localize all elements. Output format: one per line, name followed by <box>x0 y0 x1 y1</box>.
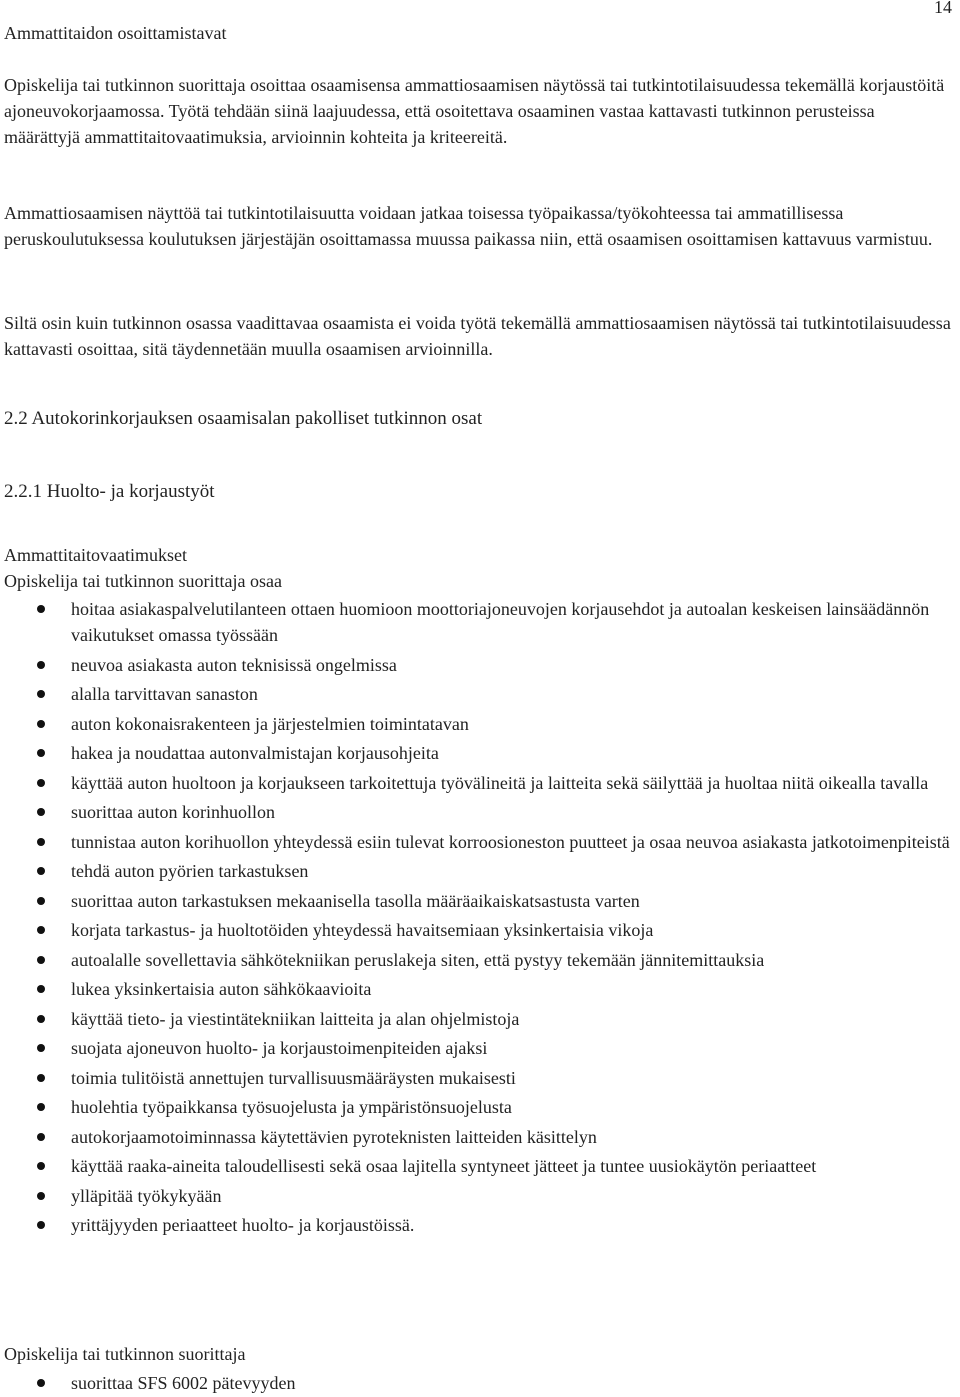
bullet-icon <box>37 690 45 698</box>
list-item <box>4 976 956 1002</box>
list-item <box>4 1370 956 1396</box>
bullet-icon <box>37 661 45 669</box>
list-item-text: auton kokonaisrakenteen ja järjestelmien toimintatavan <box>71 713 469 734</box>
list-item-text: neuvoa asiakasta auton teknisissä ongelmissa <box>71 654 397 675</box>
list-item <box>4 711 956 737</box>
bullet-icon <box>37 1074 45 1082</box>
list-item-text: toimia tulitöistä annettujen turvallisuusmääräysten mukaisesti <box>71 1067 516 1088</box>
list-item <box>4 596 956 648</box>
bullet-icon <box>37 926 45 934</box>
bullet-icon <box>37 1015 45 1023</box>
final-intro: Opiskelija tai tutkinnon suorittaja <box>4 1344 246 1364</box>
bullet-icon <box>37 1162 45 1170</box>
list-item <box>4 917 956 943</box>
list-item <box>4 799 956 825</box>
bullet-icon <box>37 1103 45 1111</box>
list-item-text: hakea ja noudattaa autonvalmistajan korjausohjeita <box>71 743 439 763</box>
list-item <box>4 829 956 855</box>
list-item <box>4 740 956 766</box>
bullet-icon <box>37 1379 45 1387</box>
list-item-text: käyttää raaka-aineita taloudellisesti sekä osaa lajitella syntyneet jätteet ja tuntee uusiokäytön periaatteet <box>71 1156 817 1176</box>
list-item-text: suojata ajoneuvon huolto- ja korjaustoimenpiteiden ajaksi <box>71 1038 488 1058</box>
list-item <box>4 770 956 796</box>
bullet-icon <box>37 985 45 993</box>
list-item-text: tunnistaa auton korihuollon yhteydessä esiin tulevat korroosioneston puutteet ja osaa neuvoa asiakasta jatkotoimenpiteistä <box>71 831 950 852</box>
bullet-icon <box>37 1133 45 1141</box>
list-item <box>4 1212 956 1238</box>
list-item-text: käyttää auton huoltoon ja korjaukseen tarkoitettuja työvälineitä ja laitteita sekä säilyttää ja huoltaa niitä oikealla tavalla <box>71 772 929 793</box>
paragraph-1: Opiskelija tai tutkinnon suorittaja osoittaa osaamisensa ammattiosaamisen näytössä tai tutkintotilaisuudessa tekemällä korjaustöitä ajoneuvokorjaamossa. Työtä tehdään siinä laajuudessa, että osoitettava osaaminen vastaa kattavasti tutkinnon perusteissa määrättyjä ammattitaitovaatimuksia, arvioinnin kohteita ja kriteereitä. <box>4 75 945 147</box>
list-item <box>4 1035 956 1061</box>
list-item-text: lukea yksinkertaisia auton sähkökaavioita <box>71 979 372 999</box>
list-item-text: tehdä auton pyörien tarkastuksen <box>71 861 309 881</box>
bullet-icon <box>37 808 45 816</box>
bullet-icon <box>37 605 45 613</box>
heading-2-2-1: 2.2.1 Huolto- ja korjaustyöt <box>4 481 215 502</box>
list-item-text: autoalalle sovellettavia sähkötekniikan peruslakeja siten, että pystyy tekemään jännitemittauksia <box>71 949 765 970</box>
list-item-text: ylläpitää työkykyään <box>71 1185 222 1206</box>
list-item-text: suorittaa SFS 6002 pätevyyden <box>71 1373 296 1393</box>
list-item-text: alalla tarvittavan sanaston <box>71 684 258 704</box>
requirements-list <box>4 596 956 1242</box>
list-item <box>4 1065 956 1091</box>
list-item <box>4 1094 956 1120</box>
final-list <box>4 1370 956 1396</box>
section-title: Ammattitaidon osoittamistavat <box>4 23 227 43</box>
list-item-text: korjata tarkastus- ja huoltotöiden yhteydessä havaitsemiaan yksinkertaisia vikoja <box>71 920 654 940</box>
list-item <box>4 1124 956 1150</box>
bullet-icon <box>37 749 45 757</box>
bullet-icon <box>37 779 45 787</box>
list-item <box>4 652 956 678</box>
bullet-icon <box>37 1221 45 1229</box>
list-item <box>4 888 956 914</box>
list-item <box>4 1183 956 1209</box>
list-item-text: autokorjaamotoiminnassa käytettävien pyroteknisten laitteiden käsittelyn <box>71 1126 597 1147</box>
bullet-icon <box>37 720 45 728</box>
requirements-heading: Ammattitaitovaatimukset <box>4 545 187 565</box>
page-number: 14 <box>934 0 952 17</box>
list-item <box>4 858 956 884</box>
list-item <box>4 947 956 973</box>
list-item-text: käyttää tieto- ja viestintätekniikan laitteita ja alan ohjelmistoja <box>71 1008 520 1029</box>
bullet-icon <box>37 838 45 846</box>
list-item <box>4 681 956 707</box>
list-item <box>4 1006 956 1032</box>
list-item-text: yrittäjyyden periaatteet huolto- ja korjaustöissä. <box>71 1215 415 1235</box>
list-item-text: suorittaa auton tarkastuksen mekaanisella tasolla määräaikaiskatsastusta varten <box>71 890 640 911</box>
list-item <box>4 1153 956 1179</box>
bullet-icon <box>37 897 45 905</box>
paragraph-3: Siltä osin kuin tutkinnon osassa vaadittavaa osaamista ei voida työtä tekemällä ammattiosaamisen näytössä tai tutkintotilaisuudessa kattavasti osoittaa, sitä täydennetään muulla osaamisen arvioinnilla. <box>4 313 951 359</box>
paragraph-2: Ammattiosaamisen näyttöä tai tutkintotilaisuutta voidaan jatkaa toisessa työpaikassa/työkohteessa tai ammatillisessa peruskoulutuksessa koulutuksen järjestäjän osoittamassa muussa paikassa niin, että osaamisen osoittamisen kattavuus varmistuu. <box>4 203 933 249</box>
heading-2-2: 2.2 Autokorinkorjauksen osaamisalan pakolliset tutkinnon osat <box>4 408 483 429</box>
list-item-text: hoitaa asiakaspalvelutilanteen ottaen huomioon moottoriajoneuvojen korjausehdot ja autoalan keskeisen lainsäädännön vaikutukset omassa työssään <box>71 599 930 645</box>
bullet-icon <box>37 867 45 875</box>
requirements-intro: Opiskelija tai tutkinnon suorittaja osaa <box>4 571 282 591</box>
bullet-icon <box>37 956 45 964</box>
bullet-icon <box>37 1044 45 1052</box>
bullet-icon <box>37 1192 45 1200</box>
list-item-text: suorittaa auton korinhuollon <box>71 802 275 822</box>
list-item-text: huolehtia työpaikkansa työsuojelusta ja ympäristönsuojelusta <box>71 1097 512 1117</box>
